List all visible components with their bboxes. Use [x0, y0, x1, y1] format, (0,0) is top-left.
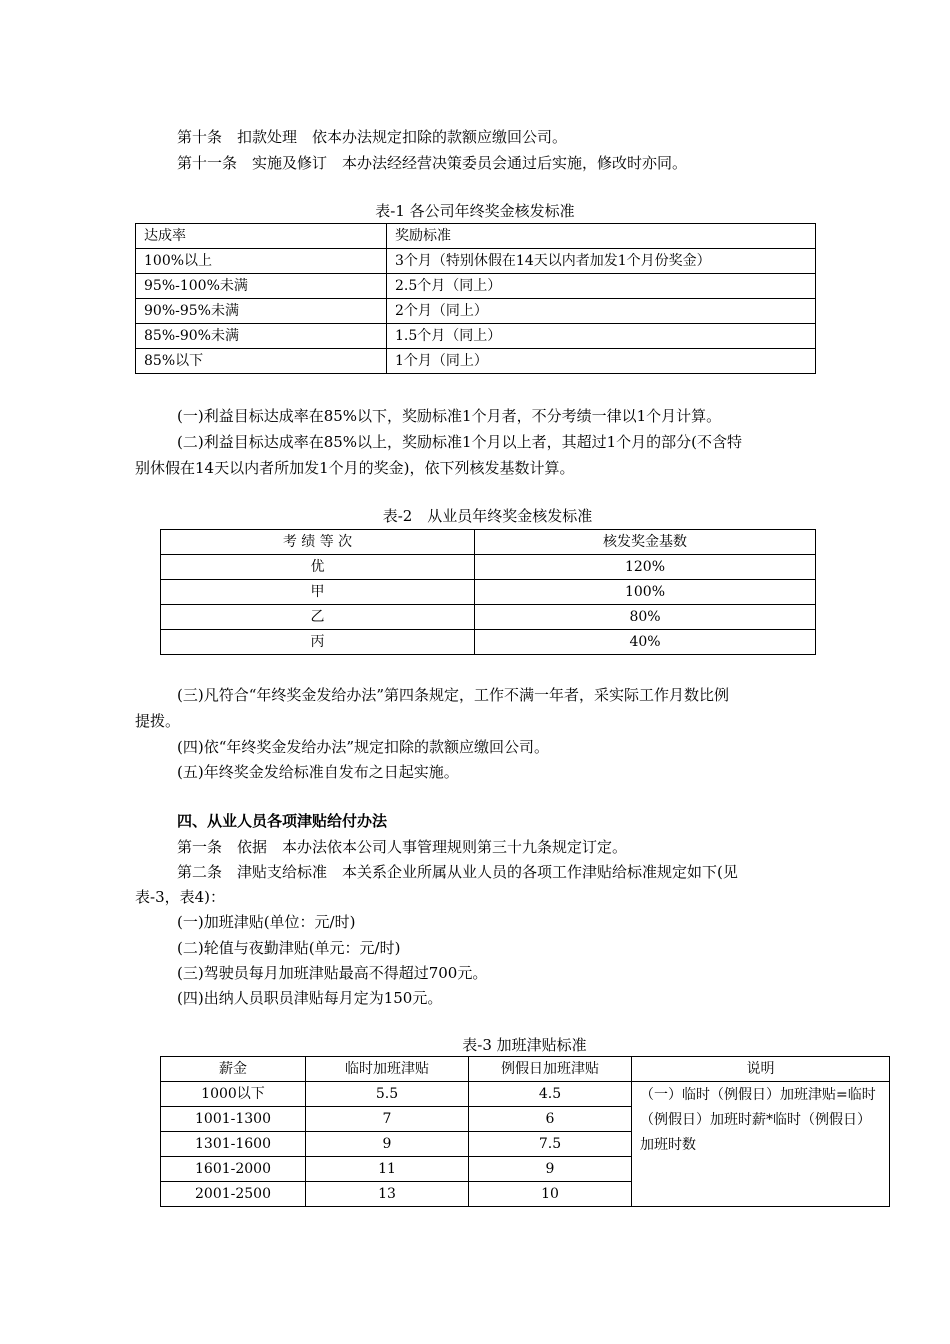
table-cell: 1000以下 [161, 1082, 306, 1107]
table-header-row [136, 224, 816, 249]
table-cell: 5.5 [306, 1082, 469, 1107]
clause-5: (五)年终奖金发给标准自发布之日起实施。 [177, 763, 459, 781]
table-header-cell: 达成率 [136, 224, 387, 249]
table-header-row [161, 1057, 890, 1082]
table-cell: 1301-1600 [161, 1132, 306, 1157]
table-cell: 9 [306, 1132, 469, 1157]
table-row [136, 299, 816, 324]
table-header-cell: 薪金 [161, 1057, 306, 1082]
clause-4: (四)依“年终奖金发给办法”规定扣除的款额应缴回公司。 [177, 738, 550, 756]
table-cell: 120% [475, 555, 816, 580]
clause-3-line-2: 提拨。 [135, 712, 181, 730]
table-cell: 丙 [161, 630, 475, 655]
table-cell: 3个月（特别休假在14天以内者加发1个月份奖金） [387, 249, 816, 274]
allowance-item-3: (三)驾驶员每月加班津贴最高不得超过700元。 [177, 964, 488, 982]
table-cell: 1个月（同上） [387, 349, 816, 374]
table-cell: 13 [306, 1182, 469, 1207]
article-2-line-1: 第二条 津贴支给标准 本关系企业所属从业人员的各项工作津贴给标准规定如下(见 [177, 863, 738, 881]
table-cell: 甲 [161, 580, 475, 605]
table-row [161, 605, 816, 630]
table-row [161, 630, 816, 655]
table-cell: 乙 [161, 605, 475, 630]
article-1: 第一条 依据 本办法依本公司人事管理规则第三十九条规定订定。 [177, 838, 628, 856]
section-title: 四、从业人员各项津贴给付办法 [177, 812, 388, 830]
table-header-row [161, 530, 816, 555]
table-note-cell: （一）临时（例假日）加班津贴=临时（例假日）加班时薪*临时（例假日）加班时数 [632, 1082, 890, 1207]
table-cell: 100%以上 [136, 249, 387, 274]
table-row [136, 274, 816, 299]
table-cell: 9 [469, 1157, 632, 1182]
table-cell: 1601-2000 [161, 1157, 306, 1182]
table-cell: 95%-100%未满 [136, 274, 387, 299]
allowance-item-2: (二)轮值与夜勤津贴(单元：元/时) [177, 939, 401, 957]
table-cell: 1.5个月（同上） [387, 324, 816, 349]
table-row [136, 249, 816, 274]
table3-caption: 表-3 加班津贴标准 [462, 1036, 587, 1054]
table-row [136, 324, 816, 349]
table2-caption: 表-2 从业员年终奖金核发标准 [382, 507, 593, 525]
table-header-cell: 奖励标准 [387, 224, 816, 249]
table-row [161, 555, 816, 580]
table-cell: 1001-1300 [161, 1107, 306, 1132]
table-header-cell: 例假日加班津贴 [469, 1057, 632, 1082]
table-row [136, 349, 816, 374]
table-cell: 7.5 [469, 1132, 632, 1157]
table-cell: 90%-95%未满 [136, 299, 387, 324]
clause-2-line-2: 别休假在14天以内者所加发1个月的奖金)，依下列核发基数计算。 [135, 459, 575, 477]
allowance-item-4: (四)出纳人员职员津贴每月定为150元。 [177, 989, 443, 1007]
table-cell: 7 [306, 1107, 469, 1132]
table-cell: 6 [469, 1107, 632, 1132]
table-cell: 4.5 [469, 1082, 632, 1107]
table-cell: 80% [475, 605, 816, 630]
allowance-item-1: (一)加班津贴(单位：元/时) [177, 913, 356, 931]
table-header-cell: 临时加班津贴 [306, 1057, 469, 1082]
table1 [135, 223, 816, 374]
table3 [160, 1056, 890, 1207]
table-cell: 100% [475, 580, 816, 605]
table-cell: 2001-2500 [161, 1182, 306, 1207]
table-cell: 10 [469, 1182, 632, 1207]
table-header-cell: 说明 [632, 1057, 890, 1082]
table-row [161, 1082, 890, 1107]
clause-2-line-1: (二)利益目标达成率在85%以上，奖励标准1个月以上者，其超过1个月的部分(不含特 [177, 433, 742, 451]
table-cell: 2个月（同上） [387, 299, 816, 324]
table-header-cell: 考 绩 等 次 [161, 530, 475, 555]
table-cell: 85%-90%未满 [136, 324, 387, 349]
article-11: 第十一条 实施及修订 本办法经经营决策委员会通过后实施，修改时亦同。 [177, 154, 688, 172]
table-cell: 11 [306, 1157, 469, 1182]
article-10: 第十条 扣款处理 依本办法规定扣除的款额应缴回公司。 [177, 128, 568, 146]
table-cell: 2.5个月（同上） [387, 274, 816, 299]
clause-3-line-1: (三)凡符合“年终奖金发给办法”第四条规定，工作不满一年者，采实际工作月数比例 [177, 686, 730, 704]
table-cell: 优 [161, 555, 475, 580]
article-2-line-2: 表-3，表4)： [135, 888, 226, 906]
table-header-cell: 核发奖金基数 [475, 530, 816, 555]
table2 [160, 529, 816, 655]
table-cell: 40% [475, 630, 816, 655]
table-row [161, 580, 816, 605]
table1-caption: 表-1 各公司年终奖金核发标准 [375, 202, 575, 220]
table-cell: 85%以下 [136, 349, 387, 374]
clause-1: (一)利益目标达成率在85%以下，奖励标准1个月者，不分考绩一律以1个月计算。 [177, 407, 722, 425]
